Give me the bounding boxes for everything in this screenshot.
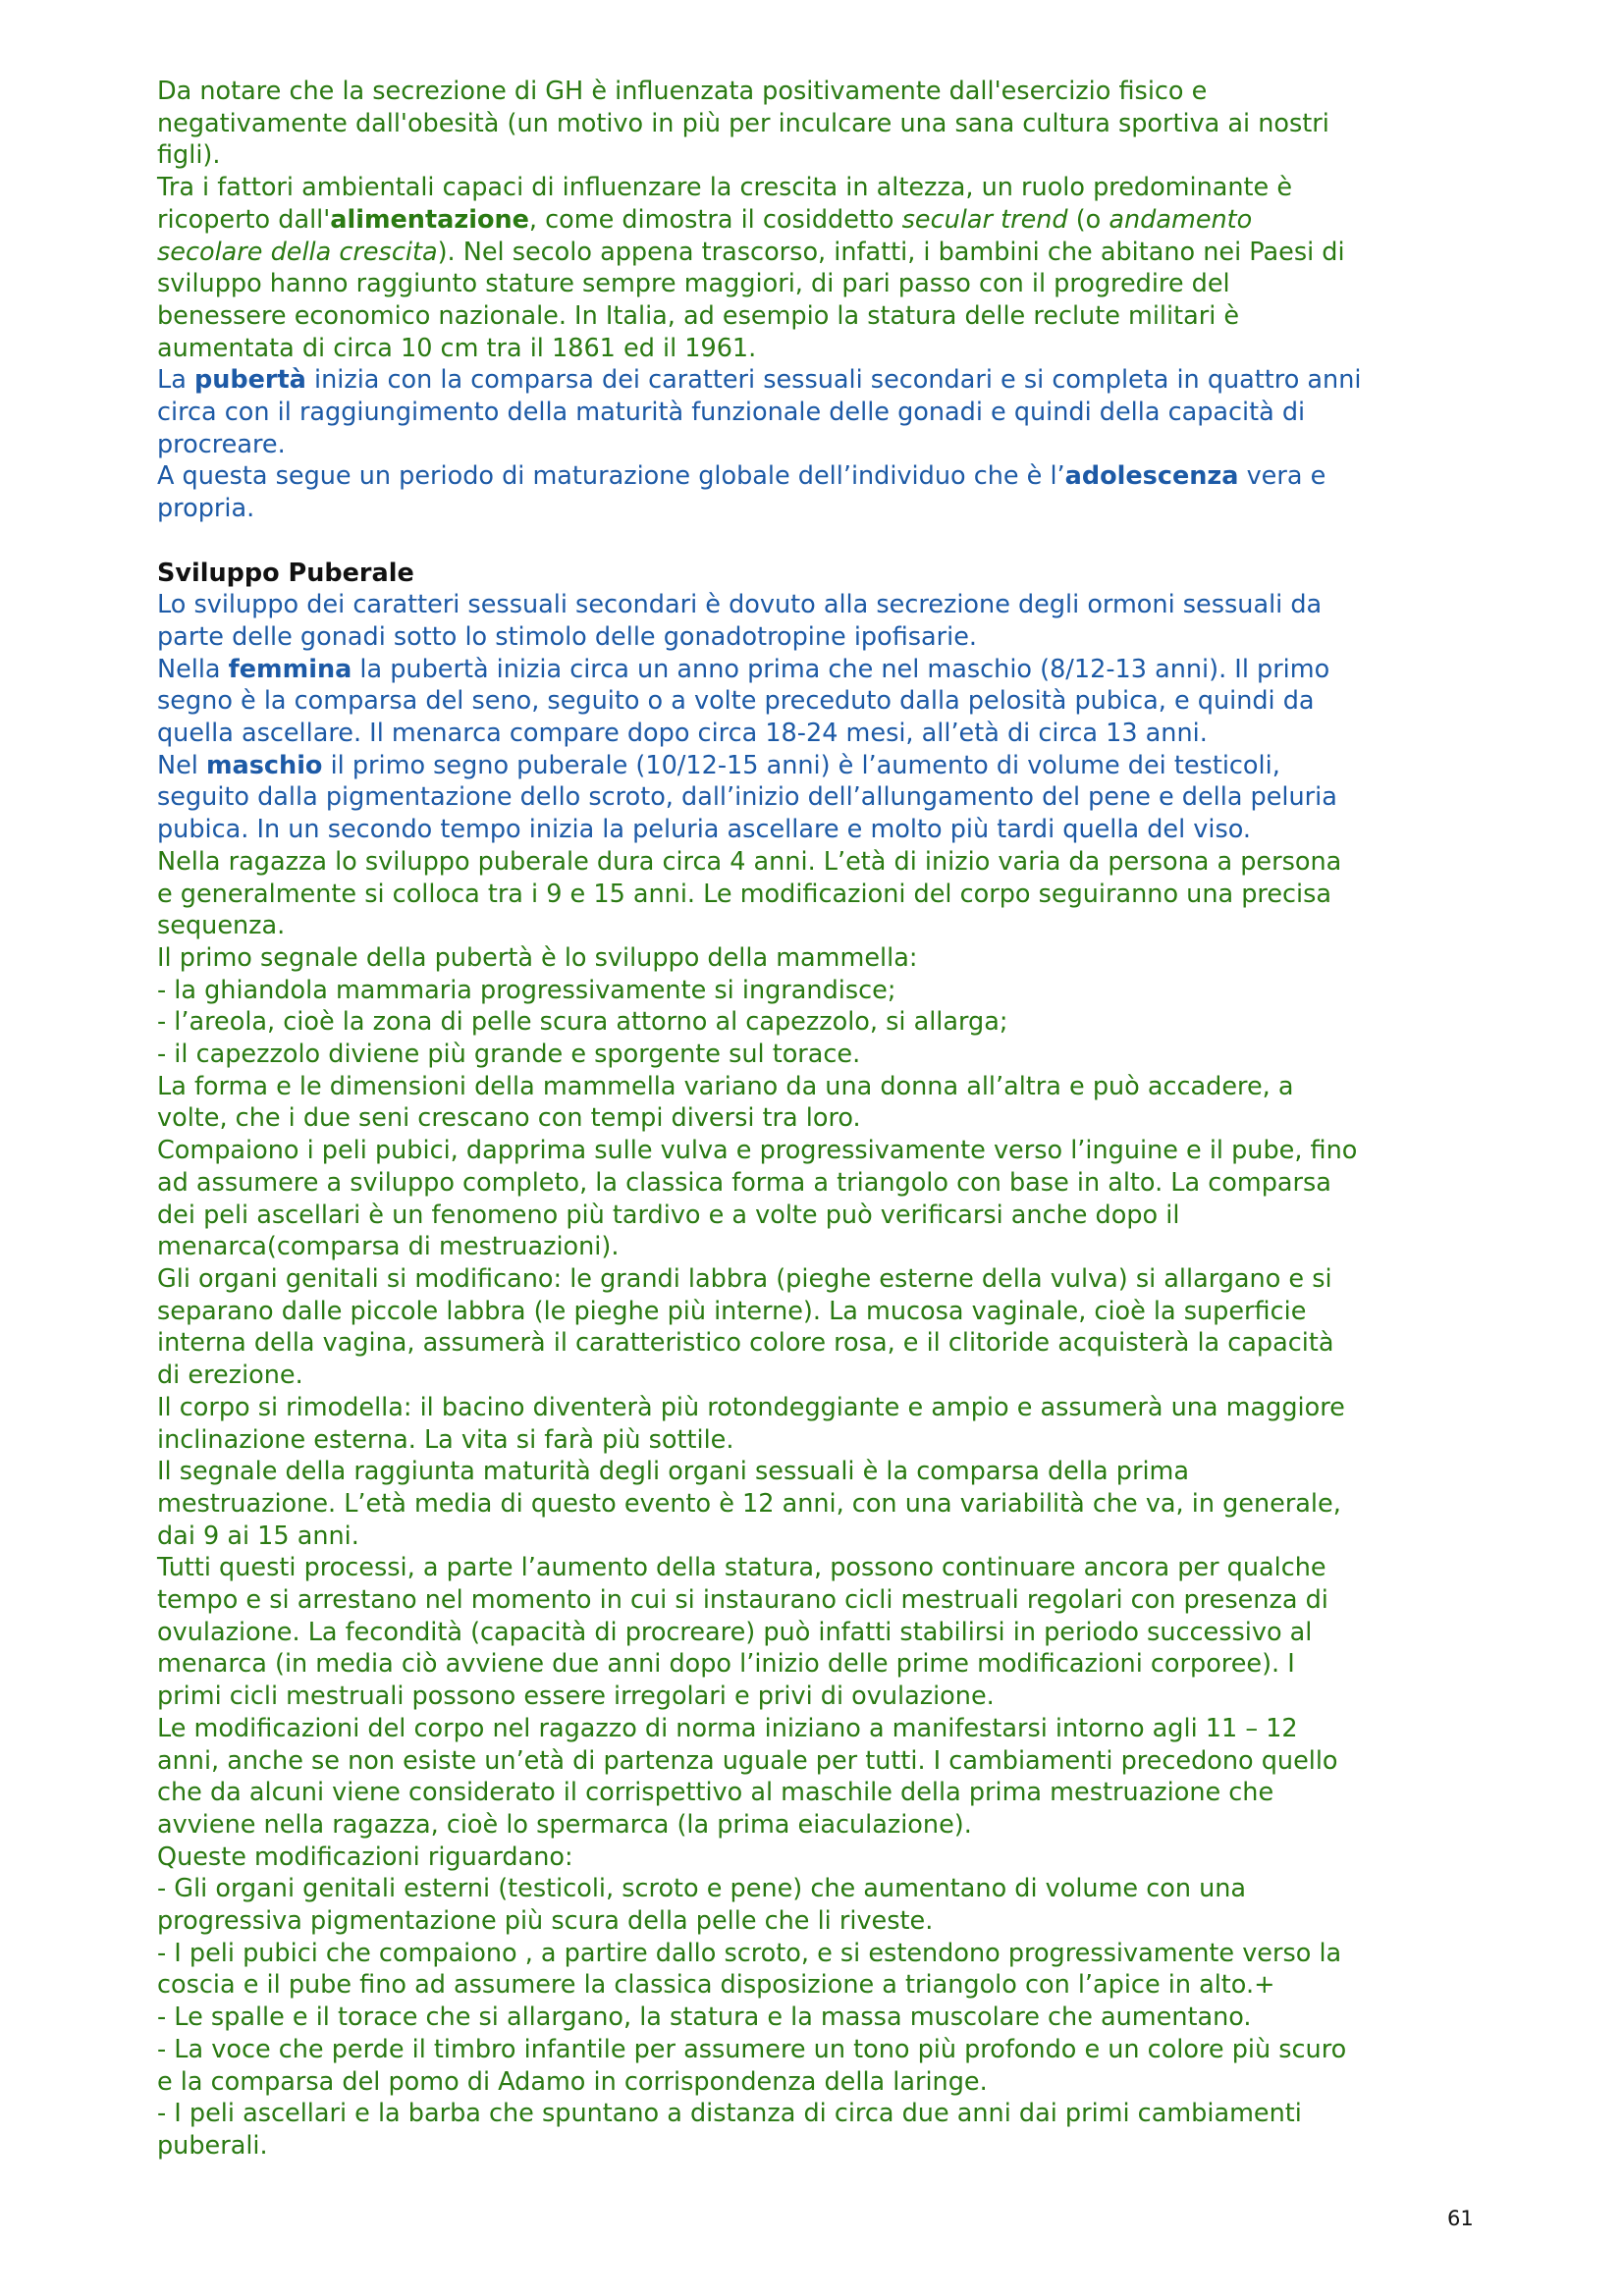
text-line <box>157 173 1292 202</box>
text-run: interna della vagina, assumerà il caratteristico colore rosa, e il clitoride acquisterà la capacità <box>157 1328 1334 1359</box>
text-run: sequenza. <box>157 911 286 941</box>
text-line <box>157 1842 573 1872</box>
text-line <box>157 559 414 588</box>
text-line <box>157 1746 1338 1776</box>
text-run: Queste modificazioni riguardano: <box>157 1842 573 1872</box>
text-run: Lo sviluppo dei caratteri sessuali secondari è dovuto alla secrezione degli ormoni sessuali da <box>157 590 1323 620</box>
text-line <box>157 398 1305 427</box>
paragraph <box>157 364 1488 460</box>
text-run: coscia e il pube fino ad assumere la classica disposizione a triangolo con l’apice in alto.+ <box>157 1970 1275 2001</box>
text-line <box>157 2099 1302 2128</box>
text-run: dai 9 ai 15 anni. <box>157 1521 359 1551</box>
paragraph <box>157 1135 1488 1263</box>
text-line <box>157 1425 733 1455</box>
text-run: Il corpo si rimodella: il bacino diventerà più rotondeggiante e ampio e assumerà una maggiore <box>157 1392 1345 1422</box>
text-line <box>157 2131 268 2161</box>
bold-term: adolescenza <box>1064 461 1239 492</box>
text-run: volte, che i due seni crescano con tempi diversi tra loro. <box>157 1103 861 1134</box>
text-run: - il capezzolo diviene più grande e sporgente sul torace. <box>157 1040 861 1070</box>
paragraph <box>157 460 1488 524</box>
text-run: e la comparsa del pomo di Adamo in corrispondenza della laringe. <box>157 2066 988 2097</box>
text-run: separano dalle piccole labbra (le pieghe più interne). La mucosa vaginale, cioè la superficie <box>157 1296 1307 1326</box>
text-run: parte delle gonadi sotto lo stimolo delle gonadotropine ipofisarie. <box>157 621 978 652</box>
text-line <box>157 847 1341 877</box>
paragraph <box>157 654 1488 750</box>
text-line <box>157 494 254 523</box>
text-run: - la ghiandola mammaria progressivamente si ingrandisce; <box>157 975 896 1005</box>
text-run: negativamente dall'obesità (un motivo in più per inculcare una sana cultura sportiva ai nostri <box>157 108 1329 138</box>
italic-term: secolare della crescita <box>157 237 438 267</box>
bold-term: femmina <box>228 654 352 684</box>
text-line <box>157 461 1325 491</box>
text-run: propria. <box>157 494 255 524</box>
text-run: puberali. <box>157 2130 268 2161</box>
text-line <box>157 880 1331 909</box>
text-line <box>157 1361 303 1390</box>
text-run: avviene nella ragazza, cioè lo spermarca (la prima eiaculazione). <box>157 1809 972 1840</box>
text-run: ovulazione. La fecondità (capacità di procreare) può infatti stabilirsi in periodo successivo al <box>157 1617 1313 1647</box>
text-line <box>157 1103 861 1133</box>
text-run: La forma e le dimensioni della mammella variano da una donna all’altra e può accadere, a <box>157 1071 1294 1101</box>
document-body <box>157 76 1488 2163</box>
text-run: menarca(comparsa di mestruazioni). <box>157 1232 620 1262</box>
text-run: Tutti questi processi, a parte l’aumento della statura, possono continuare ancora per qualche <box>157 1553 1326 1583</box>
text-line <box>157 622 977 652</box>
text-line <box>157 301 1239 331</box>
text-run: circa con il raggiungimento della maturità funzionale delle gonadi e quindi della capacità di <box>157 398 1306 428</box>
text-run: inizia con la comparsa dei caratteri sessuali secondari e si completa in quattro anni <box>305 365 1362 396</box>
text-run: menarca (in media ciò avviene due anni dopo l’inizio delle prime modificazioni corporee). I <box>157 1649 1295 1680</box>
text-line <box>157 1201 1179 1230</box>
paragraph <box>157 1263 1488 1392</box>
text-line <box>157 1649 1295 1679</box>
text-run: vera e <box>1238 461 1326 492</box>
text-line <box>157 2035 1346 2064</box>
paragraph <box>157 750 1488 846</box>
text-line <box>157 1232 619 1261</box>
text-run: la pubertà inizia circa un anno prima che nel maschio (8/12-13 anni). Il primo <box>352 654 1330 684</box>
text-run: inclinazione esterna. La vita si farà più sottile. <box>157 1424 734 1455</box>
text-run: primi cicli mestruali possono essere irregolari e privi di ovulazione. <box>157 1682 995 1712</box>
paragraph <box>157 172 1488 364</box>
italic-term: andamento <box>1109 204 1253 235</box>
page-number: 61 <box>1447 2207 1474 2230</box>
text-line <box>157 1457 1189 1486</box>
text-line <box>157 815 1251 844</box>
text-line <box>157 365 1361 395</box>
text-run: - Gli organi genitali esterni (testicoli, scroto e pene) che aumentano di volume con una <box>157 1874 1247 1904</box>
text-line <box>157 1328 1333 1358</box>
text-run: Da notare che la secrezione di GH è influenzata positivamente dall'esercizio fisico e <box>157 77 1208 106</box>
text-run: A questa segue un periodo di maturazione globale dell’individuo che è l’ <box>157 461 1065 492</box>
text-line <box>157 2002 1252 2032</box>
text-line <box>157 590 1322 619</box>
text-run: il primo segno puberale (10/12-15 anni) è l’aumento di volume dei testicoli, <box>322 750 1280 780</box>
bold-term: maschio <box>205 750 323 780</box>
bold-term: alimentazione <box>330 204 529 235</box>
bold-term: pubertà <box>193 365 306 396</box>
text-run: Compaiono i peli pubici, dapprima sulle vulva e progressivamente verso l’inguine e il pube, fino <box>157 1136 1358 1166</box>
text-line <box>157 1939 1341 1968</box>
text-line <box>157 205 1252 235</box>
text-run: segno è la comparsa del seno, seguito o a volte preceduto dalla pelosità pubica, e quindi da <box>157 686 1315 717</box>
text-line <box>157 430 286 459</box>
text-line <box>157 1072 1294 1101</box>
text-line <box>157 943 917 973</box>
text-line <box>157 1618 1312 1647</box>
text-line <box>157 1007 1007 1037</box>
text-run: ricoperto dall' <box>157 204 331 235</box>
bold-term: Sviluppo Puberale <box>157 558 414 588</box>
paragraph <box>157 942 1488 1071</box>
text-run: Le modificazioni del corpo nel ragazzo di norma iniziano a manifestarsi intorno agli 11 – 12 <box>157 1713 1298 1743</box>
text-line <box>157 719 1208 748</box>
text-line <box>157 269 1230 298</box>
paragraph <box>157 76 1488 172</box>
paragraph <box>157 1713 1488 1842</box>
text-run: - I peli pubici che compaiono , a partire dallo scroto, e si estendono progressivamente verso la <box>157 1938 1342 1968</box>
italic-term: secular trend <box>901 204 1068 235</box>
text-run: - La voce che perde il timbro infantile per assumere un tono più profondo e un colore più scuro <box>157 2034 1347 2064</box>
text-run: mestruazione. L’età media di questo evento è 12 anni, con una variabilità che va, in generale, <box>157 1488 1341 1519</box>
text-run: aumentata di circa 10 cm tra il 1861 ed il 1961. <box>157 333 757 363</box>
text-run: Nella <box>157 654 229 684</box>
text-run: progressiva pigmentazione più scura della pelle che li riveste. <box>157 1906 934 1937</box>
text-run: ). Nel secolo appena trascorso, infatti, i bambini che abitano nei Paesi di <box>437 237 1345 267</box>
paragraph <box>157 1552 1488 1713</box>
text-line <box>157 109 1329 138</box>
text-run: figli). <box>157 140 221 171</box>
text-line <box>157 238 1345 267</box>
text-line <box>157 1810 972 1840</box>
text-line <box>157 1168 1331 1198</box>
text-run: che da alcuni viene considerato il corrispettivo al maschile della prima mestruazione che <box>157 1778 1274 1808</box>
text-line <box>157 1040 860 1069</box>
text-run: pubica. In un secondo tempo inizia la peluria ascellare e molto più tardi quella del viso. <box>157 815 1251 845</box>
section-heading <box>157 558 1488 590</box>
text-line <box>157 2067 988 2097</box>
text-line <box>157 976 895 1005</box>
text-line <box>157 1489 1341 1519</box>
text-run: , come dimostra il cosiddetto <box>528 204 902 235</box>
text-run: seguito dalla pigmentazione dello scroto, dall’inizio dell’allungamento del pene e della peluria <box>157 782 1337 813</box>
text-line <box>157 1264 1332 1294</box>
text-line <box>157 1585 1328 1615</box>
text-line <box>157 782 1337 812</box>
paragraph <box>157 589 1488 653</box>
text-run: Il segnale della raggiunta maturità degli organi sessuali è la comparsa della prima <box>157 1457 1189 1487</box>
text-run: dei peli ascellari è un fenomeno più tardivo e a volte può verificarsi anche dopo il <box>157 1200 1180 1230</box>
text-run: Tra i fattori ambientali capaci di influenzare la crescita in altezza, un ruolo predominante è <box>157 173 1293 203</box>
text-line <box>157 686 1315 716</box>
text-run: Nel <box>157 750 206 780</box>
text-line <box>157 334 756 363</box>
text-line <box>157 911 285 940</box>
text-run: (o <box>1067 204 1109 235</box>
text-line <box>157 1874 1246 1903</box>
text-run: sviluppo hanno raggiunto stature sempre maggiori, di pari passo con il progredire del <box>157 269 1230 299</box>
text-run: benessere economico nazionale. In Italia, ad esempio la statura delle reclute militari è <box>157 300 1240 331</box>
text-line <box>157 77 1207 106</box>
paragraph <box>157 1842 1488 2163</box>
text-run: quella ascellare. Il menarca compare dopo circa 18-24 mesi, all’età di circa 13 anni. <box>157 719 1208 749</box>
text-run: - I peli ascellari e la barba che spuntano a distanza di circa due anni dai primi cambiamenti <box>157 2099 1302 2129</box>
text-line <box>157 1970 1274 2000</box>
paragraph <box>157 1071 1488 1135</box>
text-line <box>157 140 220 170</box>
text-line <box>157 1297 1306 1326</box>
blank-line <box>157 525 1488 558</box>
text-run: anni, anche se non esiste un’età di partenza uguale per tutti. I cambiamenti precedono quello <box>157 1745 1338 1776</box>
text-line <box>157 751 1280 780</box>
text-line <box>157 1778 1273 1807</box>
text-line <box>157 1553 1326 1582</box>
text-run: - l’areola, cioè la zona di pelle scura attorno al capezzolo, si allarga; <box>157 1007 1008 1038</box>
text-run: procreare. <box>157 429 286 459</box>
paragraph <box>157 846 1488 942</box>
text-line <box>157 1906 933 1936</box>
text-run: Nella ragazza lo sviluppo puberale dura circa 4 anni. L’età di inizio varia da persona a persona <box>157 846 1342 877</box>
text-line <box>157 1522 359 1551</box>
text-run: - Le spalle e il torace che si allargano, la statura e la massa muscolare che aumentano. <box>157 2002 1252 2033</box>
text-line <box>157 1682 995 1711</box>
text-line <box>157 1714 1298 1743</box>
text-run: tempo e si arrestano nel momento in cui si instaurano cicli mestruali regolari con presenza di <box>157 1585 1328 1616</box>
text-run: La <box>157 365 194 396</box>
text-run: e generalmente si colloca tra i 9 e 15 anni. Le modificazioni del corpo seguiranno una precisa <box>157 879 1332 909</box>
text-line <box>157 1393 1345 1422</box>
text-run: Gli organi genitali si modificano: le grandi labbra (pieghe esterne della vulva) si allargano e si <box>157 1264 1332 1294</box>
text-run: di erezione. <box>157 1361 303 1391</box>
text-line <box>157 1136 1357 1165</box>
text-line <box>157 655 1329 684</box>
paragraph <box>157 1392 1488 1456</box>
text-run: ad assumere a sviluppo completo, la classica forma a triangolo con base in alto. La comparsa <box>157 1167 1331 1198</box>
paragraph <box>157 1456 1488 1552</box>
text-run: Il primo segnale della pubertà è lo sviluppo della mammella: <box>157 942 918 973</box>
